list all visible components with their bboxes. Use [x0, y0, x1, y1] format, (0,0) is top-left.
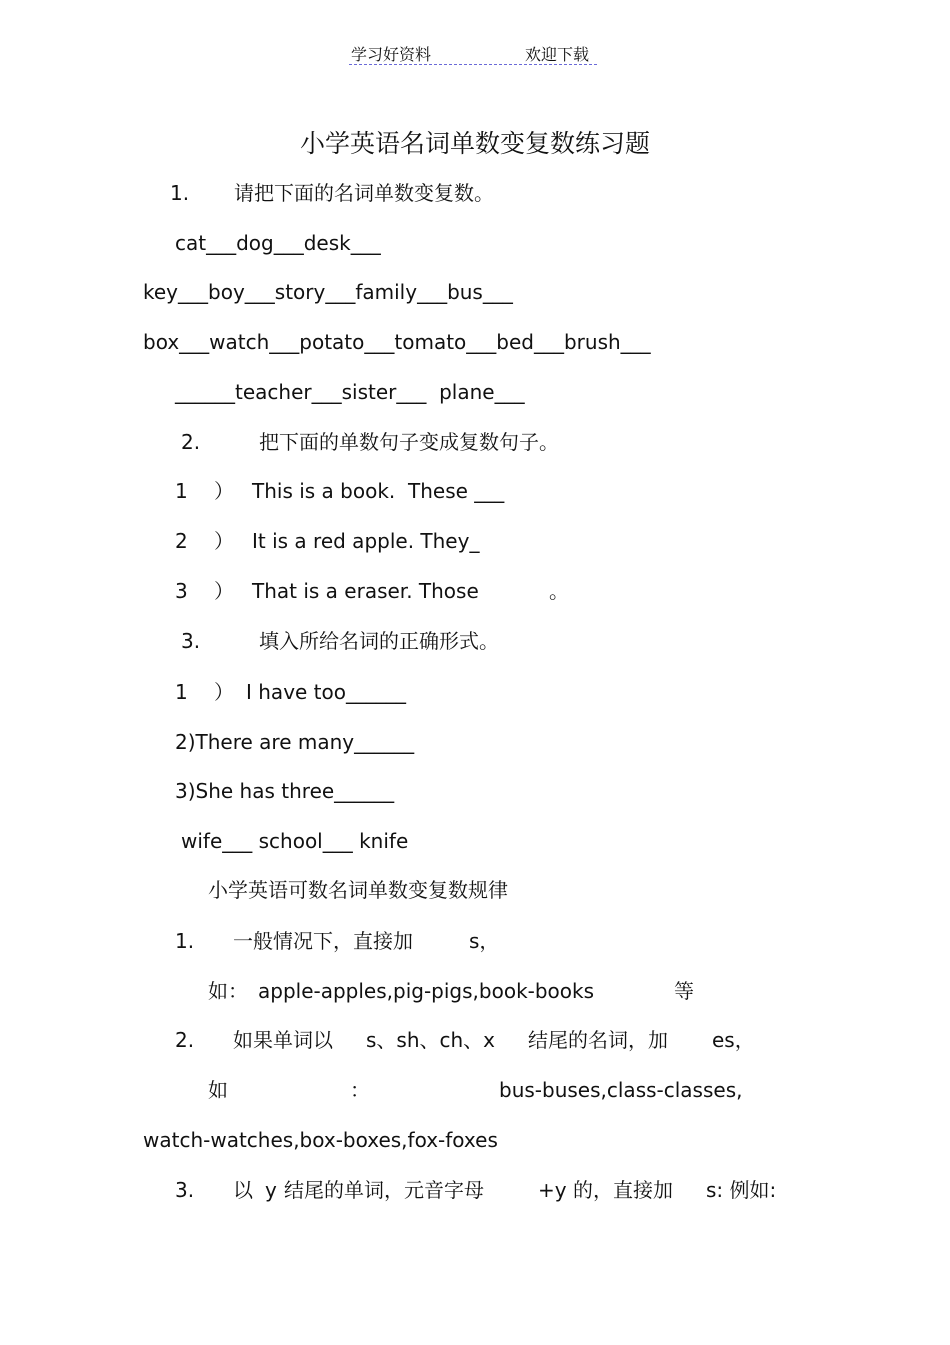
exercise-line: box___watch___potato___tomato___bed___brush___	[143, 330, 651, 354]
example-label: 如	[208, 1078, 228, 1102]
rule-plus-y: +y	[538, 1178, 567, 1202]
sentence-item-text: This is a book. These ___	[252, 479, 505, 503]
header-left-text: 学习好资料	[351, 45, 432, 64]
example-label: 如：	[208, 979, 248, 1003]
example-text-continued: watch-watches,box-boxes,fox-foxes	[143, 1128, 498, 1152]
rule-text: 结尾的名词，加	[528, 1028, 668, 1052]
sentence-item-tail: 。	[549, 579, 569, 603]
rule-text: 以	[233, 1178, 253, 1202]
rule-endings: s、sh、ch、x	[366, 1028, 496, 1052]
rule-text: 如果单词以	[233, 1028, 333, 1052]
rule-number: 2.	[175, 1028, 195, 1052]
rule-suffix: s: 例如:	[706, 1178, 777, 1202]
exercise-line: key___boy___story___family___bus___	[143, 280, 513, 304]
section2-heading: 把下面的单数句子变成复数句子。	[259, 430, 559, 454]
section1-number: 1.	[170, 181, 190, 205]
section3-heading: 填入所给名词的正确形式。	[259, 629, 499, 653]
section3-number: 3.	[181, 629, 201, 653]
sentence-item-paren: ）	[214, 579, 234, 603]
page-title: 小学英语名词单数变复数练习题	[299, 129, 650, 158]
example-text: apple-apples,pig-pigs,book-books	[258, 979, 595, 1003]
rules-heading: 小学英语可数名词单数变复数规律	[208, 878, 508, 902]
rule-number: 3.	[175, 1178, 195, 1202]
fill-words-line: wife___ school___ knife	[181, 829, 409, 853]
example-text: bus-buses,class-classes,	[499, 1078, 743, 1102]
sentence-item-number: 2	[175, 529, 188, 553]
sentence-item-paren: ）	[214, 529, 234, 553]
rule-suffix: es，	[712, 1028, 755, 1052]
sentence-item-paren: ）	[214, 479, 234, 503]
sentence-item-number: 1	[175, 479, 188, 503]
rule-suffix: s，	[469, 929, 500, 953]
fill-item-text: I have too______	[246, 680, 406, 704]
example-colon: ：	[350, 1078, 370, 1102]
exercise-line: cat___dog___desk___	[175, 231, 381, 255]
example-tail: 等	[674, 979, 694, 1003]
fill-item-text: 3)She has three______	[175, 779, 395, 803]
rule-text: 结尾的单词，元音字母	[284, 1178, 484, 1202]
fill-item-paren: ）	[214, 680, 234, 704]
rule-letter: y	[265, 1178, 277, 1202]
section1-heading: 请把下面的名词单数变复数。	[234, 181, 494, 205]
fill-item-number: 1	[175, 680, 188, 704]
rule-text: 的，直接加	[573, 1178, 673, 1202]
page-header	[349, 42, 597, 65]
section2-number: 2.	[181, 430, 201, 454]
sentence-item-number: 3	[175, 579, 188, 603]
rule-text: 一般情况下，直接加	[233, 929, 413, 953]
sentence-item-text: That is a eraser. Those	[252, 579, 479, 603]
exercise-line: ______teacher___sister___ plane___	[175, 380, 525, 404]
fill-item-text: 2)There are many______	[175, 730, 415, 754]
sentence-item-text: It is a red apple. They_	[252, 529, 480, 553]
header-right-text: 欢迎下载	[525, 45, 590, 64]
rule-number: 1.	[175, 929, 195, 953]
